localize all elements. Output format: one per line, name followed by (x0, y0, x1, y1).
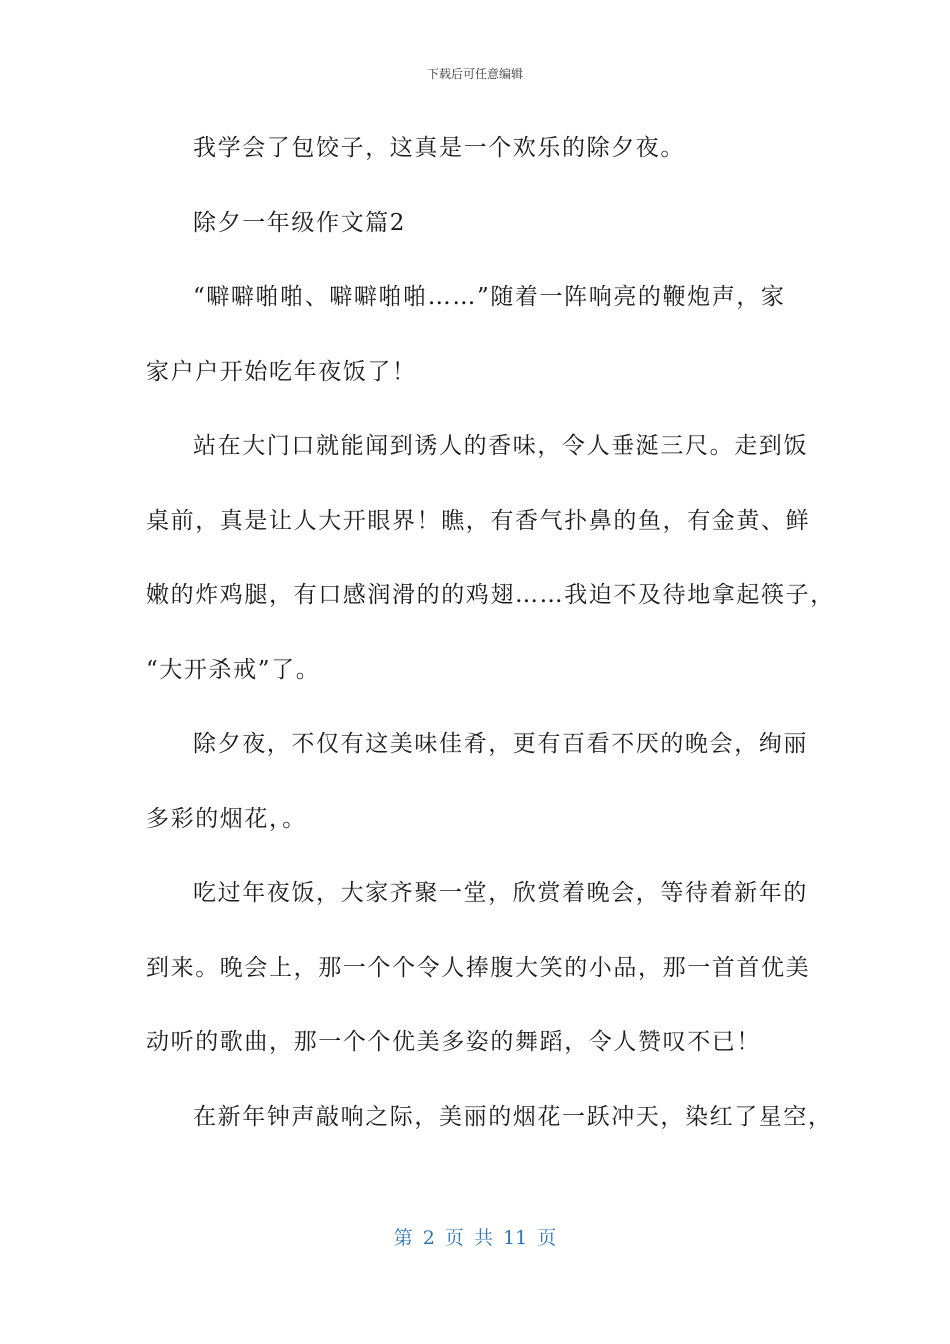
paragraph-line: 动听的歌曲，那一个个优美多姿的舞蹈，令人赞叹不已！ (146, 1029, 761, 1055)
paragraph-line: 嫩的炸鸡腿，有口感润滑的的鸡翅……我迫不及待地拿起筷子， (146, 582, 835, 608)
paragraph-line: 多彩的烟花，。 (146, 805, 307, 832)
paragraph-line: 站在大门口就能闻到诱人的香味，令人垂涎三尺。走到饭 (193, 433, 808, 459)
page-header: 下载后可任意编辑 (426, 67, 523, 81)
paragraph-line: 在新年钟声敲响之际，美丽的烟花一跃冲天，染红了星空， (193, 1103, 833, 1130)
paragraph-line: 家户户开始吃年夜饭了！ (146, 358, 417, 385)
paragraph-line: “大开杀戒”了。 (146, 656, 321, 683)
paragraph-line: “噼噼啪啪、噼噼啪啪……”随着一阵响亮的鞭炮声，家 (193, 284, 786, 310)
paragraph-line: 到来。晚会上，那一个个令人捧腹大笑的小品，那一首首优美 (146, 954, 811, 981)
paragraph-line: 除夕夜，不仅有这美味佳肴，更有百看不厌的晚会，绚丽 (193, 731, 808, 757)
paragraph-line: 吃过年夜饭，大家齐聚一堂，欣赏着晚会，等待着新年的 (193, 880, 808, 906)
paragraph-line: 我学会了包饺子，这真是一个欢乐的除夕夜。 (193, 135, 685, 161)
section-heading: 除夕一年级作文篇2 (193, 209, 407, 236)
paragraph-line: 桌前，真是让人大开眼界！瞧，有香气扑鼻的鱼，有金黄、鲜 (146, 507, 811, 534)
document-body (146, 120, 835, 1163)
page-number-footer: 第 2 页 共 11 页 (393, 1227, 557, 1249)
